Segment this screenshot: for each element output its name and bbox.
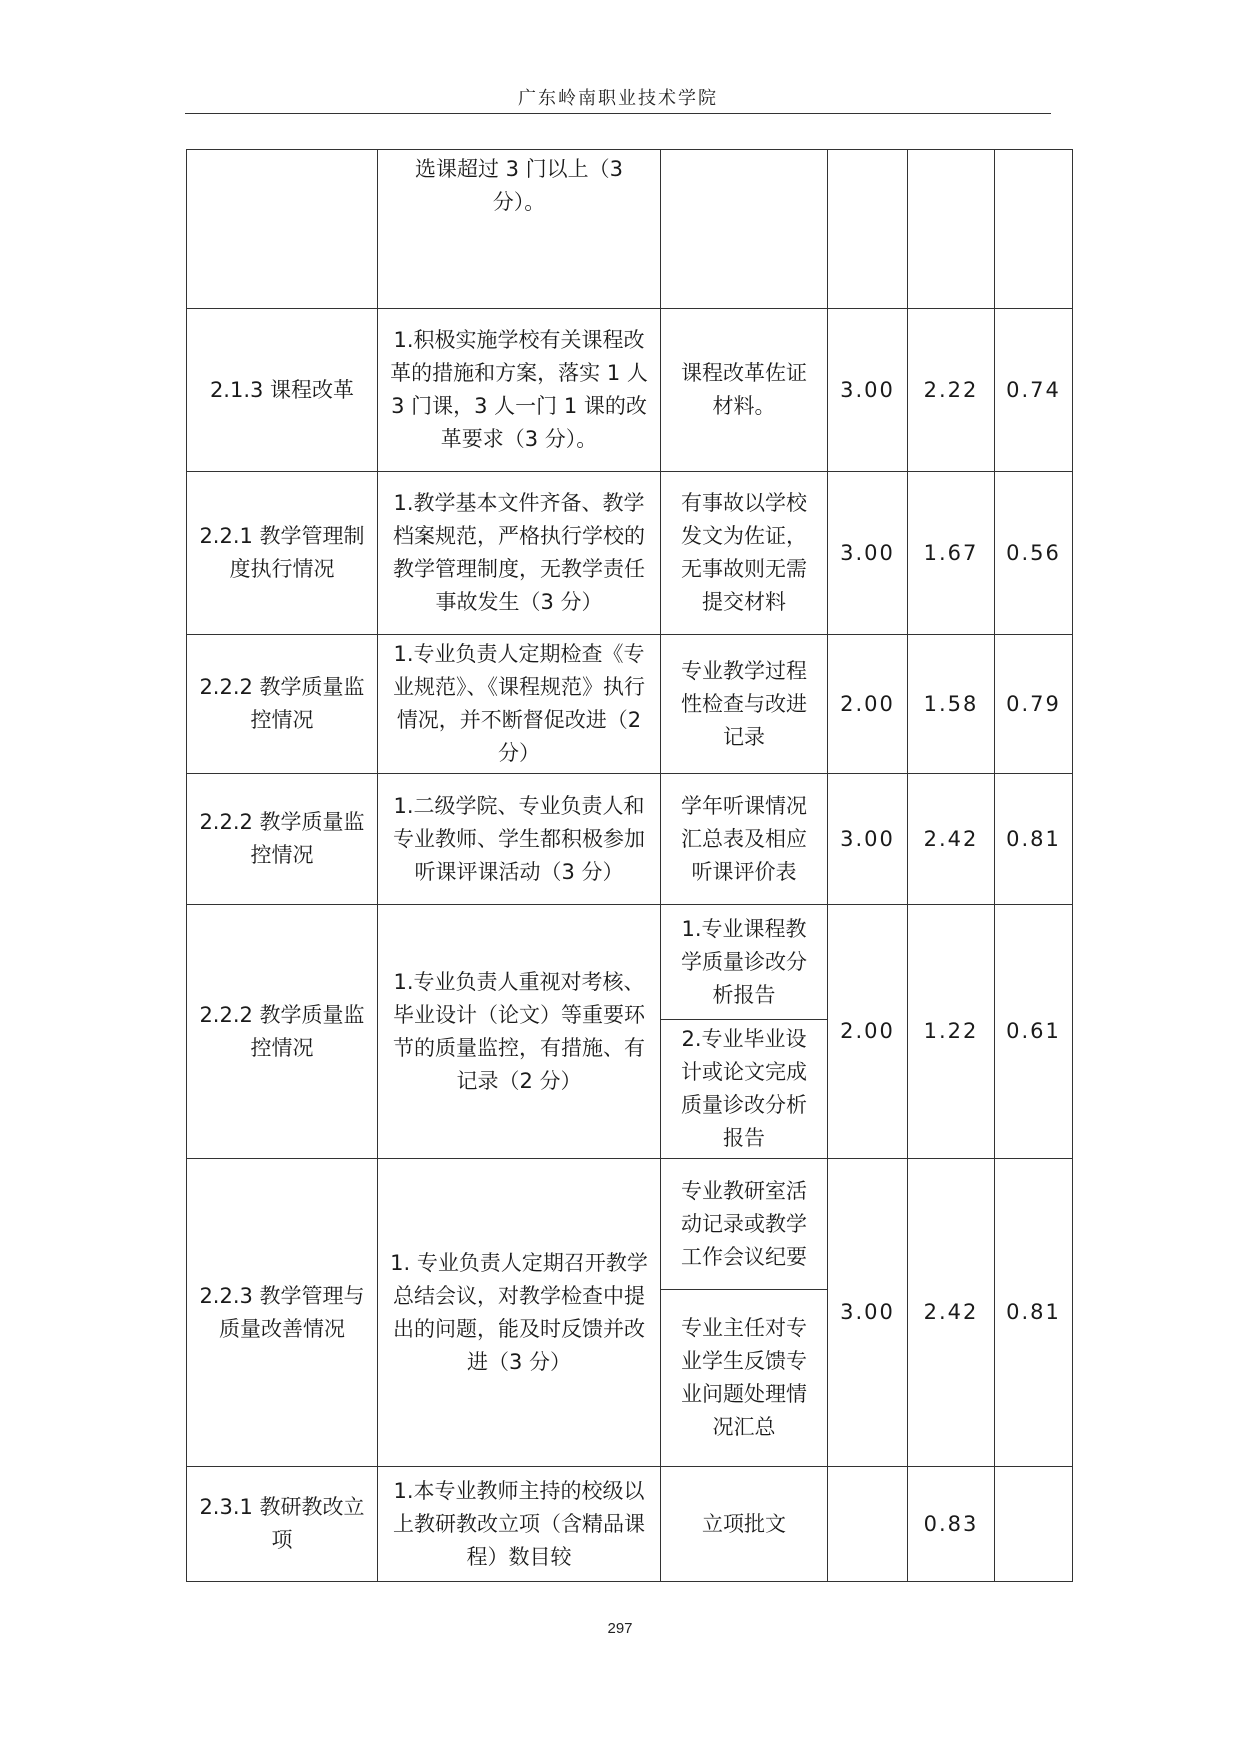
standard-cell: 1.本专业教师主持的校级以上教研教改立项（含精品课程）数目较 [378, 1467, 661, 1582]
evidence-cell: 专业主任对专业学生反馈专业问题处理情况汇总 [661, 1290, 828, 1467]
score-cell: 1.58 [908, 635, 995, 774]
evidence-cell: 学年听课情况汇总表及相应听课评价表 [661, 774, 828, 905]
evidence-cell [661, 150, 828, 309]
full-score-cell [828, 1467, 908, 1582]
table-row [187, 635, 1073, 774]
weighted-cell: 0.56 [995, 472, 1073, 635]
full-score-cell: 3.00 [828, 472, 908, 635]
weighted-cell: 0.81 [995, 1159, 1073, 1467]
full-score-cell: 3.00 [828, 1159, 908, 1467]
table-row [187, 774, 1073, 905]
item-cell [187, 150, 378, 309]
score-cell: 2.42 [908, 774, 995, 905]
weighted-cell: 0.81 [995, 774, 1073, 905]
standard-cell: 1.教学基本文件齐备、教学档案规范，严格执行学校的教学管理制度，无教学责任事故发生（3 分） [378, 472, 661, 635]
item-cell: 2.3.1 教研教改立项 [187, 1467, 378, 1582]
item-cell: 2.1.3 课程改革 [187, 309, 378, 472]
weighted-cell: 0.61 [995, 905, 1073, 1159]
weighted-cell [995, 1467, 1073, 1582]
standard-cell: 1.专业负责人重视对考核、毕业设计（论文）等重要环节的质量监控，有措施、有记录（2 分） [378, 905, 661, 1159]
evidence-cell: 1.专业课程教学质量诊改分析报告 [661, 905, 828, 1020]
score-cell: 0.83 [908, 1467, 995, 1582]
full-score-cell: 2.00 [828, 635, 908, 774]
standard-cell: 1.专业负责人定期检查《专业规范》、《课程规范》执行情况，并不断督促改进（2 分） [378, 635, 661, 774]
table-row [187, 472, 1073, 635]
evidence-cell: 专业教学过程性检查与改进记录 [661, 635, 828, 774]
standard-cell: 1.二级学院、专业负责人和专业教师、学生都积极参加听课评课活动（3 分） [378, 774, 661, 905]
evidence-cell: 2.专业毕业设计或论文完成质量诊改分析报告 [661, 1020, 828, 1159]
standard-cell: 1.积极实施学校有关课程改革的措施和方案，落实 1 人 3 门课，3 人一门 1 课的改革要求（3 分）。 [378, 309, 661, 472]
evidence-cell: 专业教研室活动记录或教学工作会议纪要 [661, 1159, 828, 1290]
evidence-cell: 立项批文 [661, 1467, 828, 1582]
table-row [187, 905, 1073, 1020]
weighted-cell [995, 150, 1073, 309]
full-score-cell: 2.00 [828, 905, 908, 1159]
table-row [187, 309, 1073, 472]
header-rule [185, 113, 1051, 114]
score-cell [908, 150, 995, 309]
full-score-cell: 3.00 [828, 309, 908, 472]
item-cell: 2.2.1 教学管理制度执行情况 [187, 472, 378, 635]
weighted-cell: 0.79 [995, 635, 1073, 774]
full-score-cell: 3.00 [828, 774, 908, 905]
page-header-title: 广东岭南职业技术学院 [518, 88, 718, 109]
score-cell: 1.67 [908, 472, 995, 635]
item-cell: 2.2.2 教学质量监控情况 [187, 774, 378, 905]
standard-cell: 1. 专业负责人定期召开教学总结会议，对教学检查中提出的问题，能及时反馈并改进（3 分） [378, 1159, 661, 1467]
item-cell: 2.2.3 教学管理与质量改善情况 [187, 1159, 378, 1467]
table-row [187, 1467, 1073, 1582]
score-cell: 2.42 [908, 1159, 995, 1467]
score-cell: 1.22 [908, 905, 995, 1159]
page-number: 297 [607, 1620, 633, 1637]
evaluation-table [186, 149, 1073, 1582]
score-cell: 2.22 [908, 309, 995, 472]
table-row [187, 1159, 1073, 1290]
evidence-cell: 有事故以学校发文为佐证，无事故则无需提交材料 [661, 472, 828, 635]
item-cell: 2.2.2 教学质量监控情况 [187, 905, 378, 1159]
evidence-cell: 课程改革佐证材料。 [661, 309, 828, 472]
full-score-cell [828, 150, 908, 309]
weighted-cell: 0.74 [995, 309, 1073, 472]
table-row [187, 150, 1073, 309]
standard-cell: 选课超过 3 门以上（3 分）。 [378, 150, 661, 309]
item-cell: 2.2.2 教学质量监控情况 [187, 635, 378, 774]
